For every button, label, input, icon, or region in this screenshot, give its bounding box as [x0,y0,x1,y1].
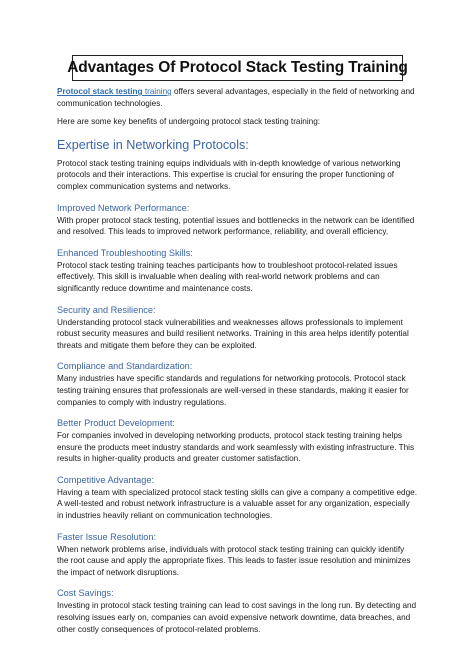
title-box [67,55,408,81]
main-body: Protocol stack testing training equips individuals with in-depth knowledge of various networking protocols and their interactions. This expertise is crucial for ensuring the proper functioning of complex communication systems and networks. [57,158,401,191]
section-heading-security: Security and Resilience: [57,304,156,315]
intro-rest: offers several advantages, especially in the field of networking and communication technologies. [57,87,415,108]
lead-paragraph: Here are some key benefits of undergoing protocol stack testing training: [57,117,321,127]
section-body-product-development: For companies involved in developing networking products, protocol stack testing training helps ensure the products meet industry standards and work seamlessly with existing infrastructure. This results in higher-quality products and greater customer satisfaction. [57,431,415,464]
section-heading-competitive: Competitive Advantage: [57,474,155,485]
section-heading-compliance: Compliance and Standardization: [57,361,193,372]
section-heading-troubleshooting: Enhanced Troubleshooting Skills: [57,247,193,258]
section-heading-performance: Improved Network Performance: [57,202,190,213]
section-body-faster-resolution: When network problems arise, individuals with protocol stack testing training can quickly identify the root cause and apply the appropriate fixes. This leads to faster issue resolution and minimizes the impact of network disruptions. [57,544,411,577]
main-heading: Expertise in Networking Protocols: [57,137,249,152]
section-heading-cost-savings: Cost Savings: [57,588,114,599]
section-body-competitive: Having a team with specialized protocol stack testing skills can give a company a competitive edge. A well-tested and robust network infrastructure is a valuable asset for any organization, especially in industries heavily reliant on communication technologies. [57,487,417,521]
link-bold-text: Protocol stack testing [57,87,143,96]
section-body-compliance: Many industries have specific standards and regulations for networking protocols. Protocol stack testing training ensures that professionals are well-versed in these standards, making it easier for companies to comply with industry regulations. [57,374,409,407]
section-heading-faster-resolution: Faster Issue Resolution: [57,531,157,542]
section-heading-product-development: Better Product Development: [57,418,175,429]
section-body-security: Understanding protocol stack vulnerabilities and weaknesses allows professionals to implement robust security measures and build resilient networks. Training in this area helps identify potential threats and mitigate them before they can be exploited. [57,317,409,350]
section-body-troubleshooting: Protocol stack testing training teaches participants how to troubleshoot protocol-related issues effectively. This skill is invaluable when dealing with real-world network problems and can significantly reduce downtime and maintenance costs. [57,260,398,293]
document-body [57,86,417,635]
intro-paragraph [57,86,417,109]
section-body-cost-savings: Investing in protocol stack testing training can lead to cost savings in the long run. By detecting and resolving issues early on, companies can avoid expensive network downtime, data breaches, and other costly consequences of protocol-related problems. [57,601,417,634]
page-title: Advantages Of Protocol Stack Testing Training [67,59,408,76]
protocol-stack-testing-training-link[interactable] [57,87,172,96]
link-plain-text: training [144,87,172,96]
section-body-performance: With proper protocol stack testing, potential issues and bottlenecks in the network can be identified and resolved. This leads to improved network performance, reliability, and overall efficiency. [57,215,415,237]
